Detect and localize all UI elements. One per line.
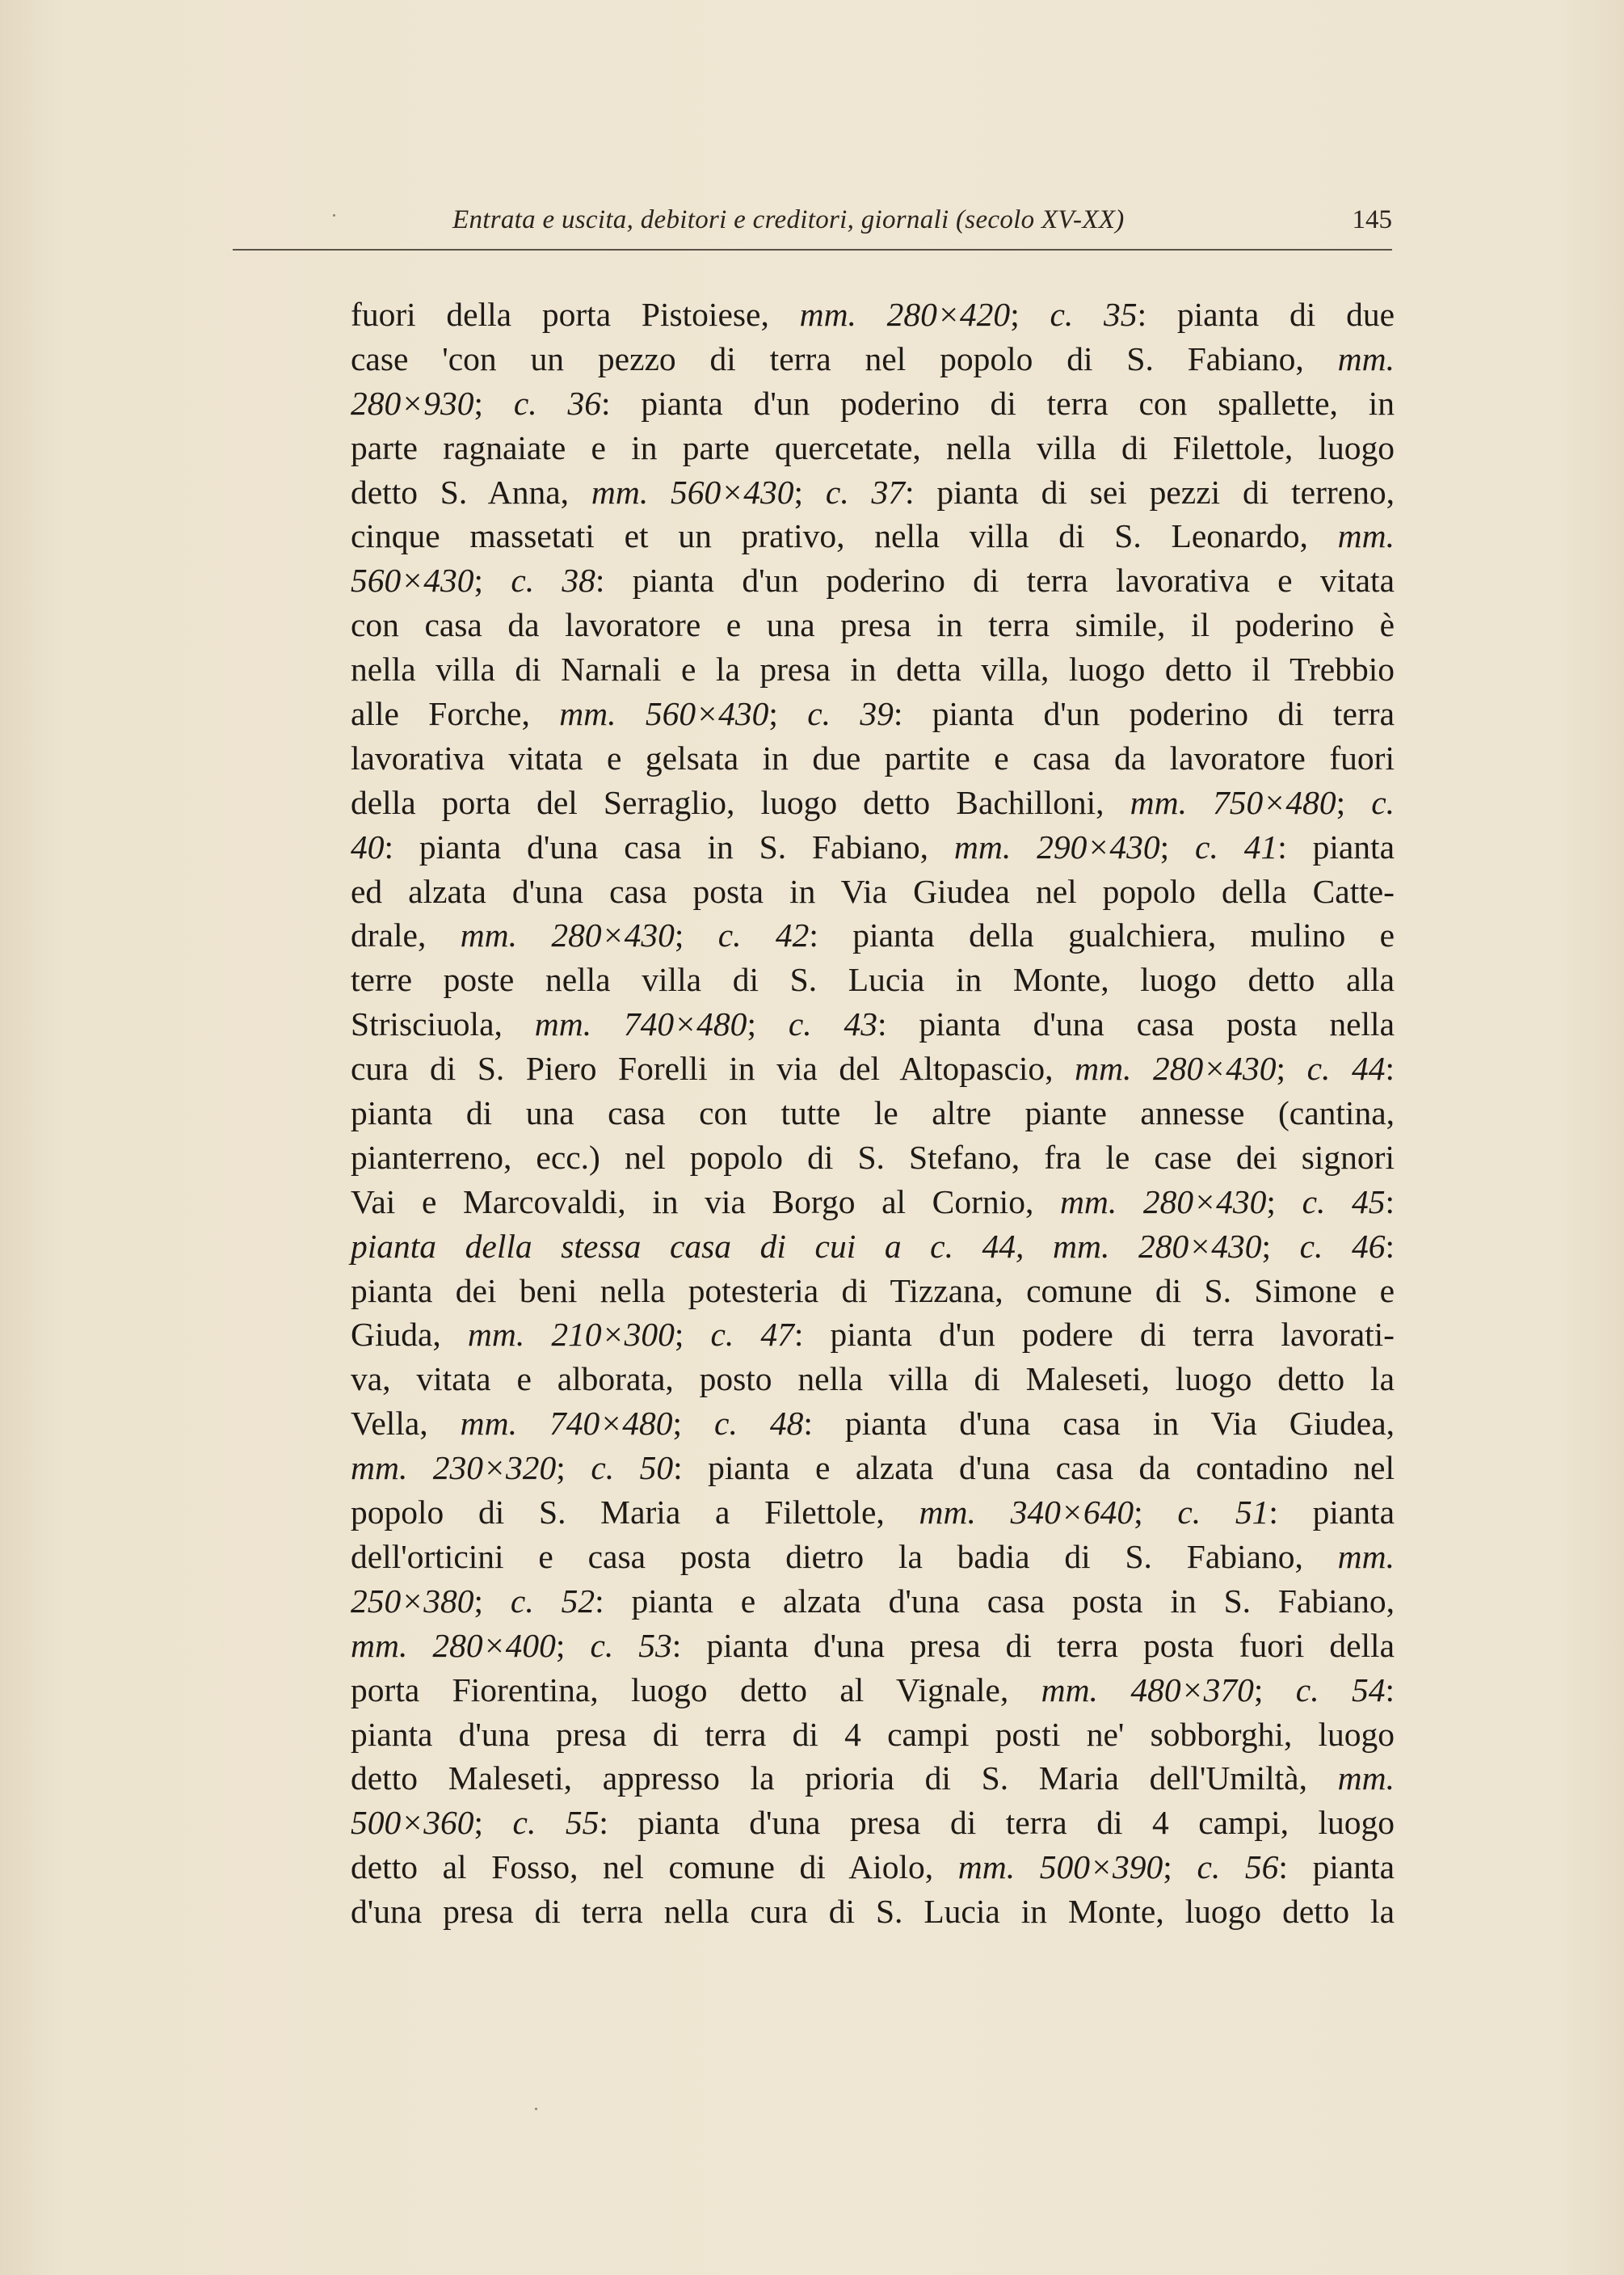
text-run: : pianta d'un poderino di terra (893, 695, 1395, 733)
italic-reference: mm. 480×370 (1041, 1670, 1254, 1708)
text-line (351, 1535, 1395, 1579)
italic-reference: mm. 740×480 (460, 1405, 673, 1443)
text-run: della porta del Serraglio, luogo detto Bachilloni, (351, 783, 1130, 821)
text-run: ; (1336, 783, 1372, 821)
text-line (351, 1713, 1395, 1757)
text-run: ; (672, 1405, 715, 1443)
page-number: 145 (1352, 205, 1392, 234)
text-line (351, 913, 1395, 958)
text-run: pianterreno, ecc.) nel popolo di S. Stefano, fra le case dei signori (351, 1138, 1395, 1176)
text-run: : pianta di sei pezzi di terreno, (905, 473, 1395, 511)
italic-reference: c. 42 (717, 916, 810, 954)
text-line (351, 1312, 1395, 1357)
text-run: va, vitata e alborata, posto nella villa di Maleseti, luogo detto la (351, 1360, 1395, 1398)
text-run: : pianta della gualchiera, mulino e (809, 916, 1395, 954)
text-run: detto Maleseti, appresso la prioria di S. Maria dell'Umiltà, (351, 1759, 1338, 1797)
italic-reference: c. 48 (714, 1405, 804, 1443)
text-run: ; (768, 695, 808, 733)
text-run: : pianta d'una casa in Via Giudea, (803, 1405, 1395, 1443)
italic-reference: mm. 280×400 (351, 1626, 556, 1664)
running-head (233, 205, 1392, 246)
italic-reference: mm. 500×390 (957, 1848, 1163, 1886)
italic-reference: c. 45 (1302, 1182, 1386, 1220)
italic-reference: pianta della stessa casa di cui a c. 44, mm. 280×430 (351, 1227, 1262, 1265)
text-run: : (1385, 1182, 1395, 1220)
text-line (351, 1624, 1395, 1668)
text-run: ; (473, 562, 511, 600)
text-run: cinque massetati et un prativo, nella villa di S. Leonardo, (351, 517, 1338, 555)
body-text (351, 293, 1395, 1934)
text-line (351, 1224, 1395, 1269)
text-run: : (1385, 1227, 1395, 1265)
italic-reference: mm. 340×640 (919, 1493, 1134, 1531)
text-run: Vella, (351, 1405, 461, 1443)
text-line (351, 426, 1395, 470)
text-run: ; (674, 1316, 711, 1354)
text-line (351, 1047, 1395, 1091)
text-run: popolo di S. Maria a Filettole, (351, 1493, 919, 1531)
text-line (351, 1357, 1395, 1401)
text-run: ; (1134, 1493, 1178, 1531)
text-line (351, 692, 1395, 736)
text-line (351, 1490, 1395, 1535)
text-run: pianta di una casa con tutte le altre piante annesse (cantina, (351, 1094, 1395, 1132)
text-run: d'una presa di terra nella cura di S. Lucia in Monte, luogo detto la (351, 1893, 1395, 1931)
text-line (351, 1002, 1395, 1047)
header-rule (233, 249, 1392, 251)
text-line (351, 1401, 1395, 1446)
text-line (351, 381, 1395, 426)
text-run: : pianta d'un poderino di terra con spallette, in (601, 384, 1395, 422)
italic-reference: mm. 740×480 (534, 1005, 747, 1043)
text-run: dell'orticini e casa posta dietro la badia di S. Fabiano, (351, 1537, 1338, 1575)
text-run: : pianta d'una casa posta nella (877, 1005, 1395, 1043)
text-run: ; (1159, 828, 1196, 866)
italic-reference: c. 43 (788, 1005, 877, 1043)
text-run: ed alzata d'una casa posta in Via Giudea nel popolo della Catte- (351, 872, 1395, 910)
text-line (351, 1446, 1395, 1490)
italic-reference: 250×380 (351, 1582, 474, 1620)
text-run: ; (556, 1449, 591, 1487)
italic-reference: mm. (1337, 339, 1395, 377)
text-line (351, 870, 1395, 914)
text-run: con casa da lavoratore e una presa in terra simile, il poderino è (351, 606, 1395, 644)
italic-reference: 500×360 (351, 1804, 474, 1842)
text-line (351, 337, 1395, 381)
paper-speck (535, 2108, 537, 2110)
italic-reference: mm. 280×430 (1075, 1050, 1277, 1088)
text-run: ; (473, 384, 514, 422)
text-run: ; (747, 1005, 789, 1043)
text-line (351, 736, 1395, 781)
text-line (351, 1756, 1395, 1801)
text-line (351, 293, 1395, 337)
italic-reference: mm. 230×320 (351, 1449, 557, 1487)
text-run: pianta d'una presa di terra di 4 campi posti ne' sobborghi, luogo (351, 1715, 1395, 1753)
text-run: nella villa di Narnali e la presa in detta villa, luogo detto il Trebbio (351, 651, 1395, 689)
italic-reference: mm. 290×430 (953, 828, 1160, 866)
italic-reference: c. (1371, 783, 1395, 821)
italic-reference: mm. 750×480 (1130, 783, 1336, 821)
text-run: fuori della porta Pistoiese, (351, 296, 800, 333)
text-run: ; (1266, 1182, 1302, 1220)
text-run: pianta dei beni nella potesteria di Tizzana, comune di S. Simone e (351, 1271, 1395, 1309)
italic-reference: mm. (1337, 517, 1395, 555)
italic-reference: c. 52 (510, 1582, 595, 1620)
text-run: Vai e Marcovaldi, in via Borgo al Cornio, (351, 1182, 1060, 1220)
text-run: detto S. Anna, (351, 473, 591, 511)
text-line (351, 825, 1395, 870)
text-line (351, 1135, 1395, 1180)
text-run: cura di S. Piero Forelli in via del Altopascio, (351, 1050, 1075, 1088)
italic-reference: c. 56 (1197, 1848, 1279, 1886)
text-run: alle Forche, (351, 695, 560, 733)
text-run: : pianta e alzata d'una casa da contadino nel (673, 1449, 1395, 1487)
text-line (351, 1180, 1395, 1224)
italic-reference: c. 39 (807, 695, 894, 733)
text-line (351, 1269, 1395, 1313)
italic-reference: mm. 280×430 (460, 916, 675, 954)
italic-reference: c. 47 (710, 1316, 794, 1354)
text-run: ; (1010, 296, 1050, 333)
paper-speck (333, 214, 335, 217)
italic-reference: mm. (1337, 1537, 1395, 1575)
text-run: : pianta d'una presa di terra posta fuori della (671, 1626, 1395, 1664)
text-line (351, 647, 1395, 692)
text-line (351, 1890, 1395, 1934)
italic-reference: c. 37 (825, 473, 906, 511)
text-run: Giuda, (351, 1316, 468, 1354)
italic-reference: c. 35 (1050, 296, 1138, 333)
italic-reference: c. 54 (1295, 1670, 1386, 1708)
text-line (351, 958, 1395, 1002)
italic-reference: mm. 560×430 (591, 473, 794, 511)
italic-reference: mm. 280×420 (799, 296, 1011, 333)
text-run: : pianta d'una casa in S. Fabiano, (384, 828, 954, 866)
text-line (351, 1668, 1395, 1713)
text-line (351, 1091, 1395, 1135)
text-run: : pianta e alzata d'una casa posta in S. Fabiano, (595, 1582, 1395, 1620)
text-run: ; (1163, 1848, 1197, 1886)
italic-reference: 560×430 (351, 562, 474, 600)
italic-reference: c. 36 (513, 384, 602, 422)
italic-reference: mm. 280×430 (1059, 1182, 1267, 1220)
text-line (351, 470, 1395, 515)
text-line (351, 558, 1395, 603)
text-run: ; (793, 473, 826, 511)
text-run: : pianta (1268, 1493, 1395, 1531)
italic-reference: mm. 210×300 (467, 1316, 675, 1354)
italic-reference: c. 55 (512, 1804, 600, 1842)
text-line (351, 1801, 1395, 1845)
text-run: : pianta d'un podere di terra lavorati- (793, 1316, 1395, 1354)
text-run: : pianta d'una presa di terra di 4 campi, luogo (599, 1804, 1395, 1842)
text-line (351, 514, 1395, 558)
text-line (351, 1845, 1395, 1890)
text-run: porta Fiorentina, luogo detto al Vignale, (351, 1670, 1041, 1708)
running-title: Entrata e uscita, debitori e creditori, giornali (secolo XV-XX) (452, 205, 1125, 234)
italic-reference: c. 38 (511, 562, 595, 600)
italic-reference: mm. (1337, 1759, 1395, 1797)
text-run: ; (473, 1582, 511, 1620)
text-run: case 'con un pezzo di terra nel popolo di S. Fabiano, (351, 339, 1338, 377)
italic-reference: 40 (351, 828, 385, 866)
text-run: ; (1253, 1670, 1296, 1708)
text-run: : (1385, 1050, 1395, 1088)
italic-reference: c. 51 (1177, 1493, 1269, 1531)
text-line (351, 781, 1395, 825)
text-run: ; (1261, 1227, 1300, 1265)
text-run: ; (473, 1804, 513, 1842)
italic-reference: 280×930 (351, 384, 474, 422)
italic-reference: c. 41 (1195, 828, 1278, 866)
text-run: ; (674, 916, 718, 954)
text-run: parte ragnaiate e in parte quercetate, nella villa di Filettole, luogo (351, 428, 1395, 466)
italic-reference: c. 50 (591, 1449, 674, 1487)
text-run: : pianta (1277, 828, 1395, 866)
text-run: lavorativa vitata e gelsata in due partite e casa da lavoratore fuori (351, 739, 1395, 777)
text-line (351, 1579, 1395, 1624)
italic-reference: c. 46 (1299, 1227, 1386, 1265)
text-run: Strisciuola, (351, 1005, 535, 1043)
text-run: detto al Fosso, nel comune di Aiolo, (351, 1848, 958, 1886)
text-run: ; (555, 1626, 591, 1664)
italic-reference: mm. 560×430 (559, 695, 769, 733)
text-line (351, 603, 1395, 647)
text-run: : pianta d'un poderino di terra lavorativa e vitata (595, 562, 1395, 600)
text-run: : pianta di due (1137, 296, 1395, 333)
italic-reference: c. 44 (1306, 1050, 1386, 1088)
text-run: ; (1276, 1050, 1307, 1088)
italic-reference: c. 53 (590, 1626, 672, 1664)
text-run: : (1385, 1670, 1395, 1708)
text-run: drale, (351, 916, 461, 954)
text-run: : pianta (1278, 1848, 1395, 1886)
text-run: terre poste nella villa di S. Lucia in Monte, luogo detto alla (351, 961, 1395, 999)
